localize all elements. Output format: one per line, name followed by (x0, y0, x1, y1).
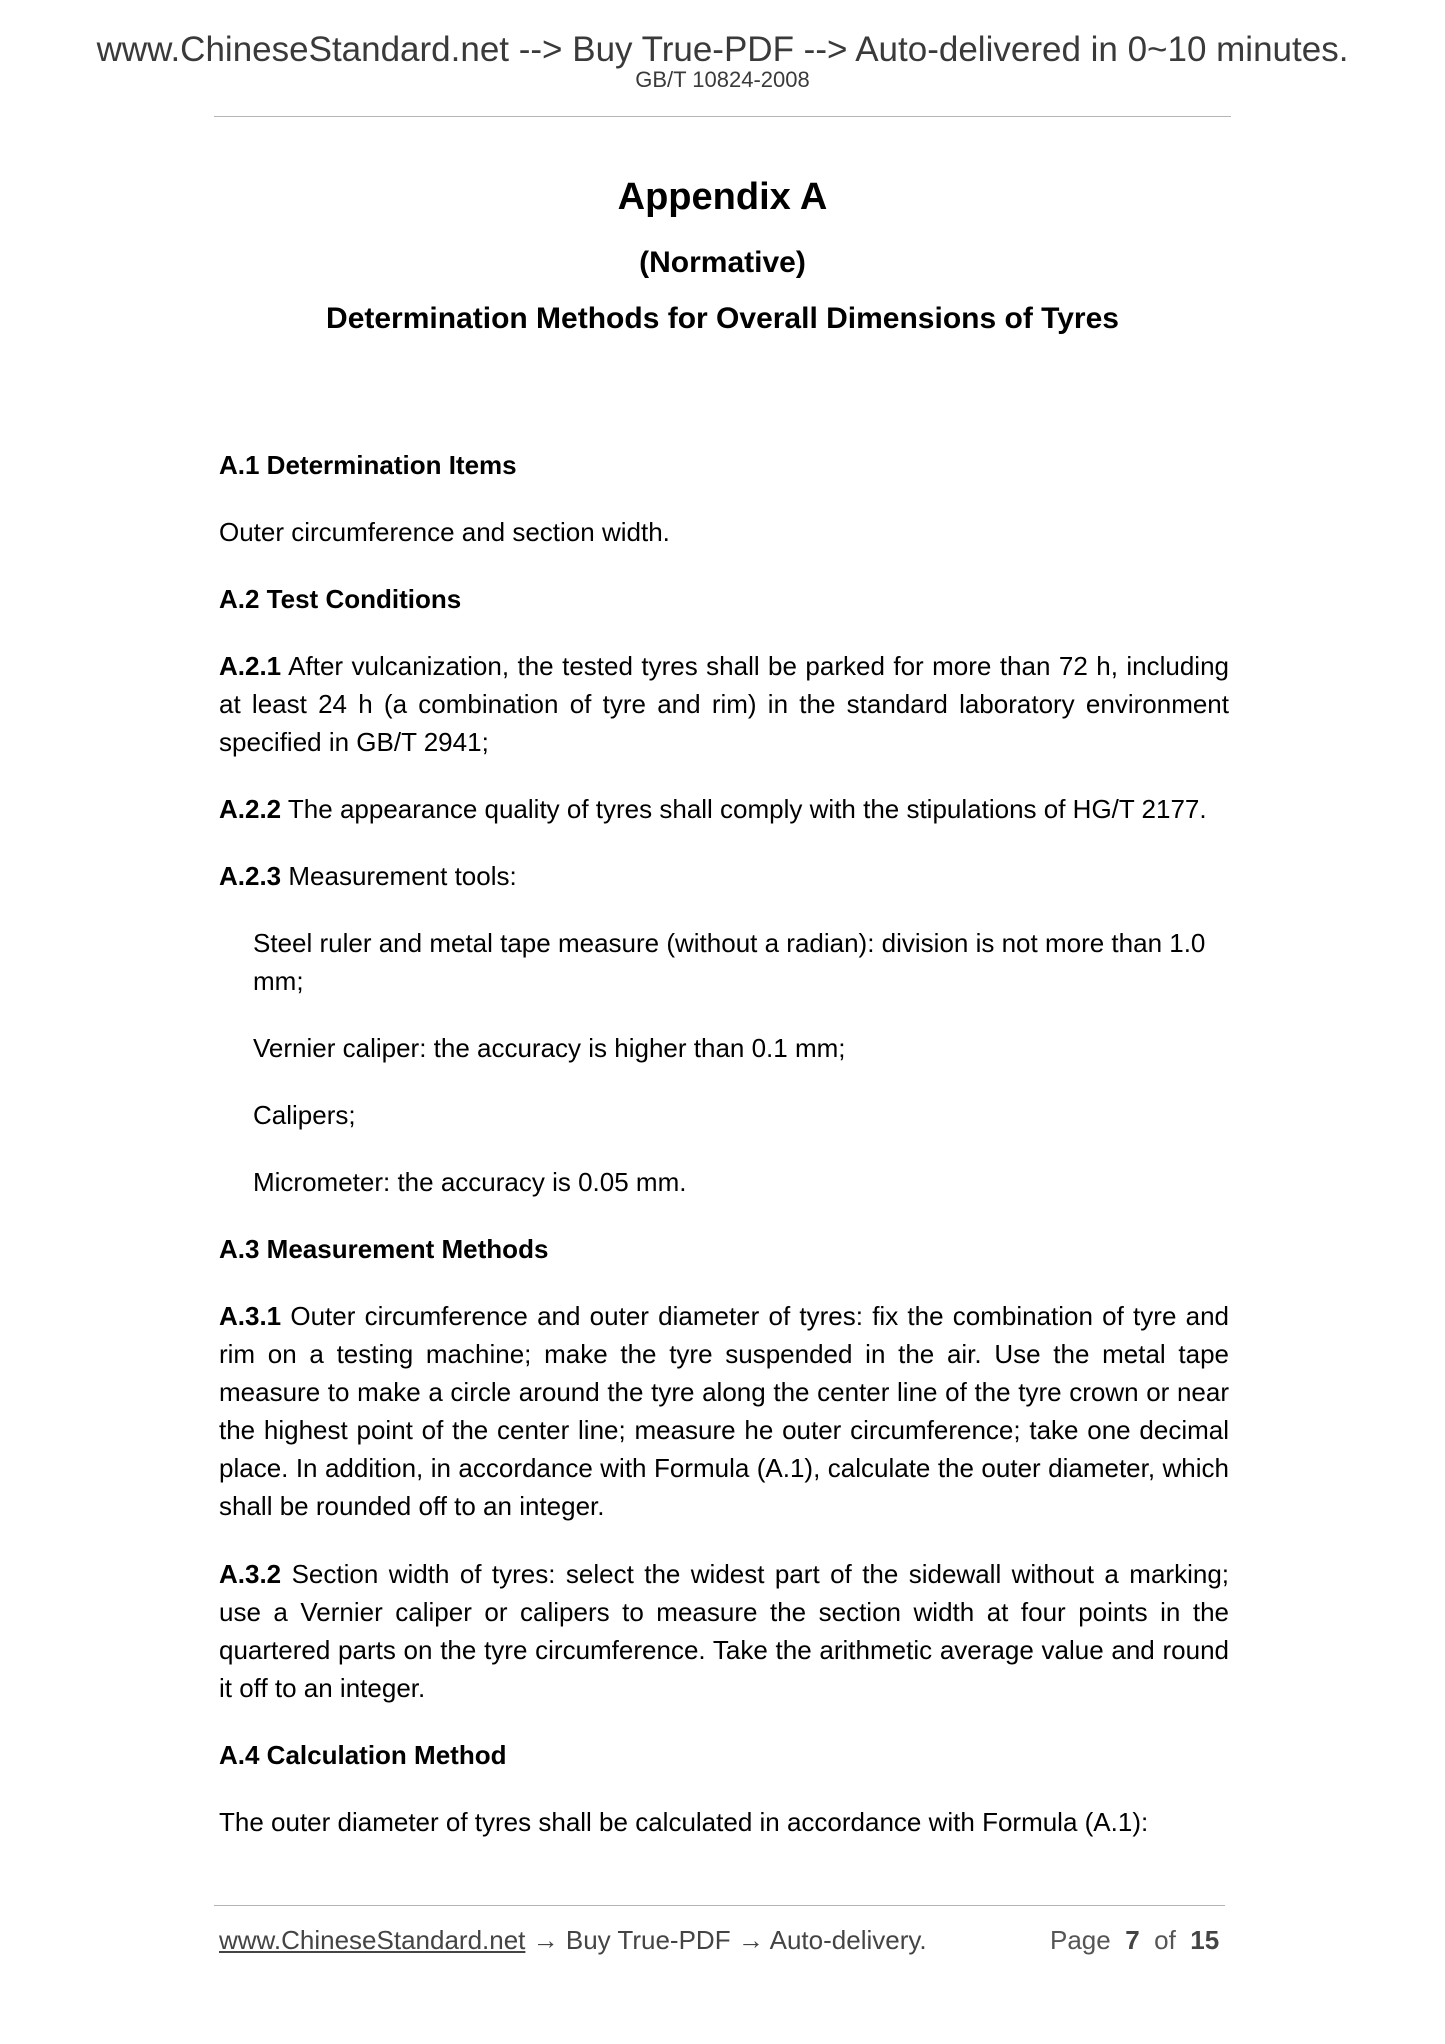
clause-a21 (219, 647, 1229, 761)
page-current: 7 (1125, 1925, 1140, 1955)
clause-a23-text: Measurement tools: (288, 861, 517, 891)
clause-a23 (219, 857, 1229, 895)
section-a4-text: The outer diameter of tyres shall be calculated in accordance with Formula (A.1): (219, 1807, 1149, 1837)
section-a3-heading: A.3 Measurement Methods (219, 1234, 549, 1264)
section-a1-heading: A.1 Determination Items (219, 450, 517, 480)
site-link[interactable]: www.ChineseStandard.net (219, 1925, 526, 1955)
clause-a32-text: Section width of tyres: select the widest part of the sidewall without a marking; use a Vernier caliper or calipers to measure the section width at four points in the quartered parts on the tyre circumference. Take the arithmetic average value and round it off to an integer. (219, 1559, 1229, 1703)
of-label: of (1154, 1925, 1176, 1955)
clause-a31 (219, 1297, 1229, 1525)
clause-a31-number: A.3.1 (219, 1301, 282, 1331)
page-indicator (1050, 1923, 1219, 1957)
clause-a22 (219, 790, 1229, 828)
arrow-right-icon: → (737, 1925, 764, 1955)
clause-a31-text: Outer circumference and outer diameter of tyres: fix the combination of tyre and rim on a testing machine; make the tyre suspended in the air. Use the metal tape measure to make a circle around the tyre along the center line of the tyre crown or near the highest point of the center line; measure he outer circumference; take one decimal place. In addition, in accordance with Formula (A.1), calculate the outer diameter, which shall be rounded off to an integer. (219, 1301, 1229, 1521)
tool-item: Micrometer: the accuracy is 0.05 mm. (253, 1167, 687, 1197)
section-a2-heading: A.2 Test Conditions (219, 584, 462, 614)
page-total: 15 (1190, 1925, 1220, 1955)
arrow-right-icon: → (532, 1925, 559, 1955)
header-divider (214, 116, 1231, 117)
buy-text: Buy True-PDF (565, 1925, 731, 1955)
clause-a22-text: The appearance quality of tyres shall comply with the stipulations of HG/T 2177. (287, 794, 1207, 824)
appendix-type: (Normative) (639, 246, 806, 279)
page-label: Page (1050, 1925, 1111, 1955)
section-a1-text: Outer circumference and section width. (219, 517, 670, 547)
clause-a32-number: A.3.2 (219, 1559, 282, 1589)
tool-item: Vernier caliper: the accuracy is higher than 0.1 mm; (253, 1033, 846, 1063)
standard-code: GB/T 10824-2008 (635, 67, 810, 92)
footer-divider (214, 1905, 1225, 1906)
appendix-title: Appendix A (617, 176, 828, 218)
clause-a32 (219, 1555, 1229, 1707)
section-a4-heading: A.4 Calculation Method (219, 1740, 507, 1770)
footer-left (219, 1923, 927, 1957)
clause-a23-number: A.2.3 (219, 861, 282, 891)
header-banner: www.ChineseStandard.net --> Buy True-PDF --> Auto-delivered in 0~10 minutes. (96, 30, 1349, 69)
tool-item: Steel ruler and metal tape measure (without a radian): division is not more than 1.0 mm; (253, 928, 1206, 996)
clause-a21-number: A.2.1 (219, 651, 282, 681)
clause-a22-number: A.2.2 (219, 794, 282, 824)
tool-item: Calipers; (253, 1100, 356, 1130)
appendix-subject: Determination Methods for Overall Dimensions of Tyres (326, 302, 1119, 335)
delivery-text: Auto-delivery. (769, 1925, 927, 1955)
clause-a21-text: After vulcanization, the tested tyres shall be parked for more than 72 h, including at least 24 h (a combination of tyre and rim) in the standard laboratory environment specified in GB/T 2941; (219, 651, 1229, 757)
